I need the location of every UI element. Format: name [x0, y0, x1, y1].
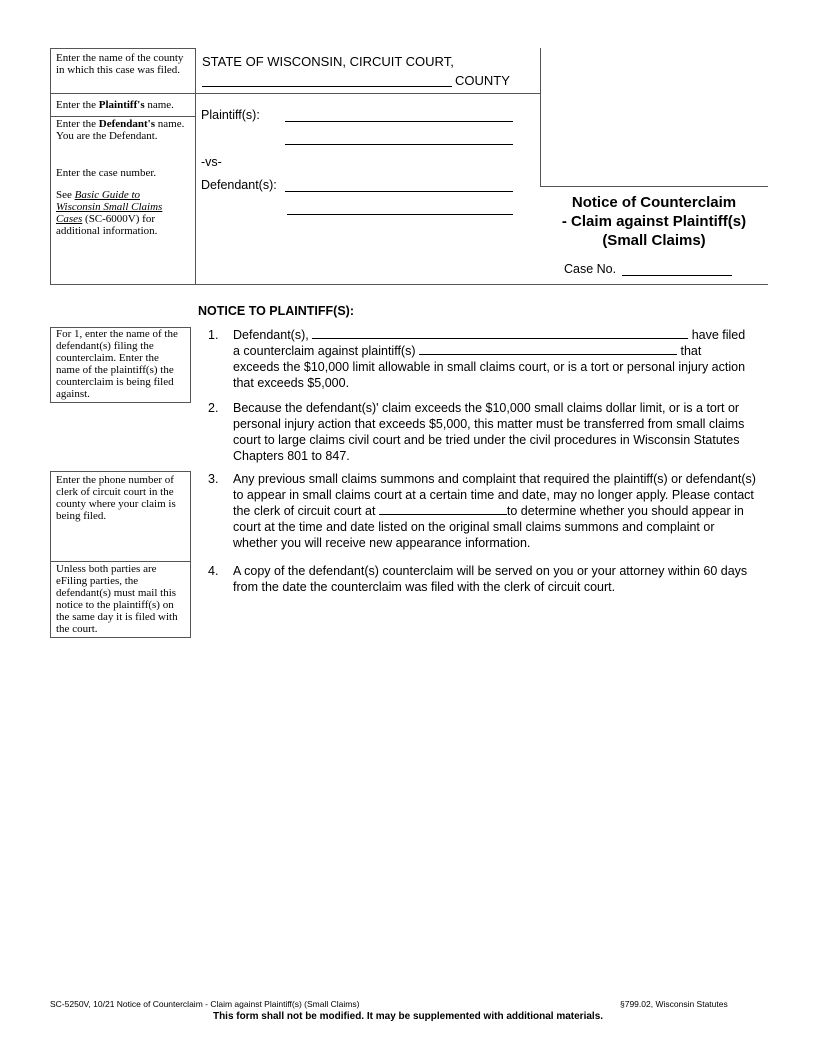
notice-item-4 — [208, 563, 760, 595]
defendant-field-1[interactable] — [285, 191, 513, 192]
title-line: Notice of Counterclaim — [571, 194, 737, 211]
footer-notice: This form shall not be modified. It may be supplemented with additional materials. — [212, 1011, 604, 1022]
hint-item-1: For 1, enter the name of the defendant(s) filing the counterclaim. Enter the name of the plaintiff(s) the counterclaim is being filed against. — [50, 327, 191, 403]
plaintiff-field-2[interactable] — [285, 144, 513, 145]
title-line: (Small Claims) — [602, 232, 706, 249]
hint-case-number: Enter the case number. — [56, 167, 157, 179]
item-text: Defendant(s), — [233, 328, 309, 342]
plaintiff-field-1[interactable] — [285, 121, 513, 122]
item-text: Because the defendant(s)' claim exceeds the $10,000 small claims dollar limit, or is a tort or personal injury action that exceeds $5,000, this matter must be transferred from small claims court to large claims civil court and be tried under the civil procedures in Wisconsin Statutes Chapters 801 to 847. — [233, 401, 745, 463]
hint-plaintiff: Enter the Plaintiff's name. — [56, 99, 174, 111]
divider — [50, 48, 195, 49]
defendant-label: Defendant(s): — [201, 178, 277, 192]
hint-county: Enter the name of the county in which this case was filed. — [56, 52, 184, 76]
item-text: a counterclaim against plaintiff(s) — [233, 344, 416, 358]
vs-label: -vs- — [201, 155, 222, 169]
item-number: 4. — [208, 564, 219, 578]
notice-item-1 — [208, 327, 760, 391]
divider — [195, 48, 196, 284]
defendant-field-2[interactable] — [287, 214, 513, 215]
notice-heading: NOTICE TO PLAINTIFF(S): — [198, 304, 355, 318]
clerk-phone-field[interactable] — [379, 503, 507, 515]
form-title — [540, 193, 768, 250]
hint-item-3: Enter the phone number of clerk of circuit court in the county where your claim is being filed. — [50, 471, 191, 562]
item-text: that — [680, 344, 702, 358]
item-text: Any previous small claims summons and complaint that required the plaintiff(s) or defendant(s) to appear in small claims court at a certain time and date, may no longer apply. Please contact the clerk of circuit court at — [233, 472, 756, 518]
divider — [540, 186, 768, 187]
hint-item-4: Unless both parties are eFiling parties, the defendant(s) must mail this notice to the plaintiff(s) on the same day it is filed with the court. — [50, 561, 191, 638]
item-text: exceeds the $10,000 limit allowable in small claims court, or is a tort or personal injury action that exceeds $5,000. — [233, 360, 746, 390]
divider — [540, 48, 541, 186]
item-number: 1. — [208, 328, 219, 342]
plaintiff-name-field[interactable] — [419, 343, 677, 355]
court-heading: STATE OF WISCONSIN, CIRCUIT COURT, — [202, 54, 454, 69]
county-label: COUNTY — [455, 73, 510, 88]
title-line: - Claim against Plaintiff(s) — [561, 213, 747, 230]
case-no-label: Case No. — [564, 262, 617, 276]
item-text: A copy of the defendant(s) counterclaim will be served on you or your attorney within 60 days from the date the counterclaim was filed with the clerk of circuit court. — [233, 564, 748, 594]
case-no-field[interactable] — [622, 275, 732, 276]
notice-item-3 — [208, 471, 760, 551]
guide-link[interactable]: Basic Guide to Wisconsin Small Claims Cases — [56, 189, 163, 225]
hint-defendant: Enter the Defendant's name. You are the Defendant. — [56, 118, 185, 142]
item-number: 2. — [208, 401, 219, 415]
county-field[interactable] — [202, 86, 452, 87]
footer-statute: §799.02, Wisconsin Statutes — [620, 999, 728, 1009]
notice-item-2 — [208, 400, 760, 464]
hint-guide: See Basic Guide to Wisconsin Small Claims Cases (SC-6000V) for additional information. — [56, 189, 163, 237]
item-number: 3. — [208, 472, 219, 486]
item-text: to determine whether you should appear in court at the time and date listed on the original small claims summons and complaint or whether you will receive new appearance information. — [233, 504, 744, 550]
defendant-name-field[interactable] — [312, 327, 688, 339]
divider — [50, 93, 540, 94]
divider — [50, 284, 768, 285]
item-text: have filed — [691, 328, 746, 342]
plaintiff-label: Plaintiff(s): — [201, 108, 260, 122]
footer-form-id: SC-5250V, 10/21 Notice of Counterclaim - Claim against Plaintiff(s) (Small Claims) — [50, 999, 360, 1009]
